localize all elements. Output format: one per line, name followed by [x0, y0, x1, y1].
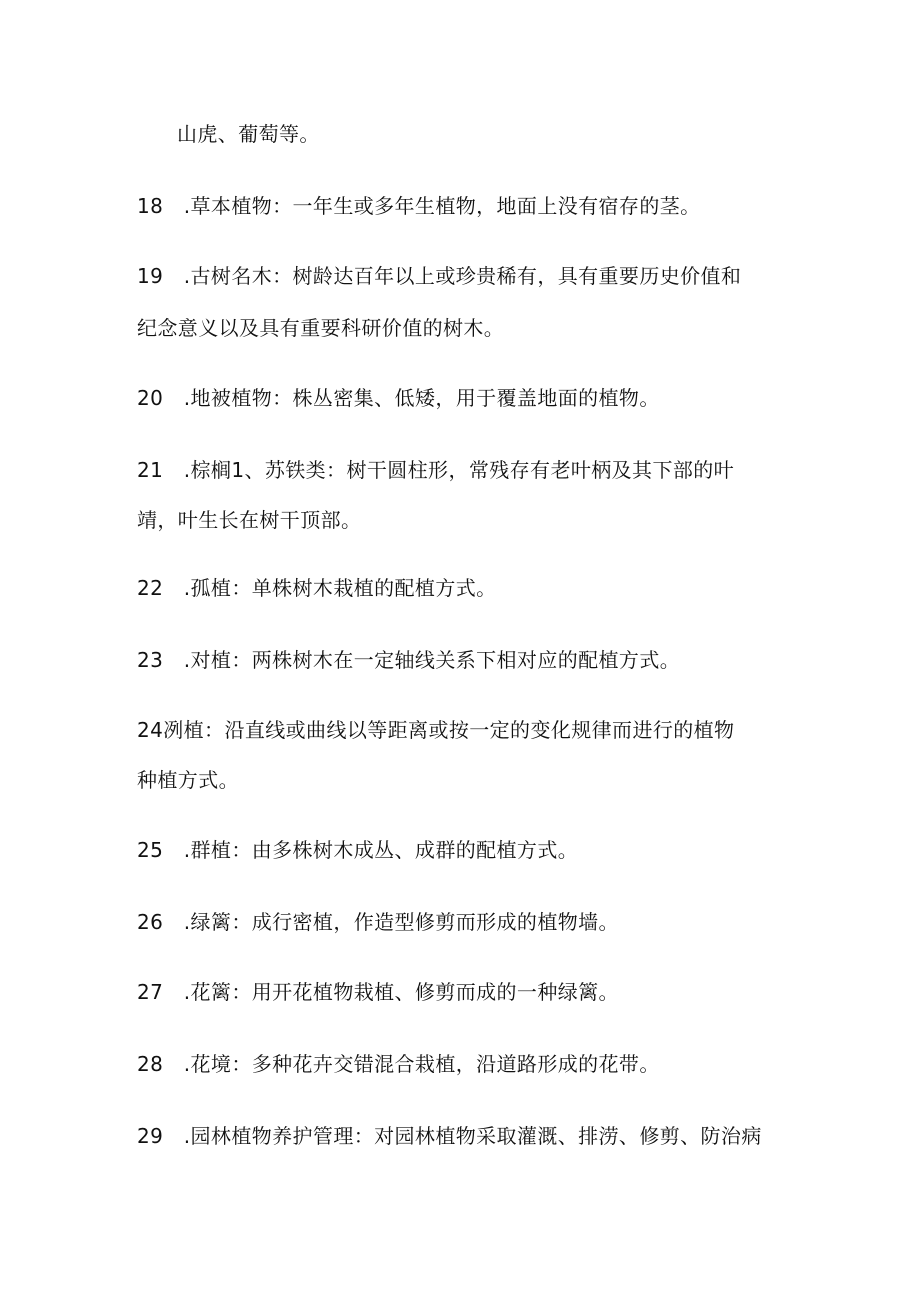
text-line [137, 766, 239, 794]
item-number: 29 [137, 1124, 164, 1148]
line-text: 山虎、葡萄等。 [177, 122, 320, 146]
item-number: 23 [137, 648, 164, 672]
line-text: .群植：由多株树木成丛、成群的配植方式。 [177, 838, 579, 862]
line-text: 种植方式。 [137, 768, 239, 792]
text-line [137, 262, 741, 290]
text-line [137, 120, 320, 148]
text-line [137, 978, 619, 1006]
line-text: .绿篱：成行密植，作造型修剪而形成的植物墙。 [177, 910, 619, 934]
line-text: .对植：两株树木在一定轴线关系下相对应的配植方式。 [177, 648, 681, 672]
text-line [137, 836, 578, 864]
line-text: .孤植：单株树木栽植的配植方式。 [177, 576, 497, 600]
text-line [137, 1122, 762, 1150]
text-line [137, 716, 734, 744]
line-text: .花境：多种花卉交错混合栽植，沿道路形成的花带。 [177, 1052, 660, 1076]
text-line [137, 384, 660, 412]
item-number: 22 [137, 576, 164, 600]
text-line [137, 1050, 660, 1078]
item-number: 21 [137, 458, 164, 482]
text-line [137, 506, 361, 534]
text-line [137, 314, 504, 342]
item-number: 18 [137, 194, 164, 218]
line-text: .花篱：用开花植物栽植、修剪而成的一种绿篱。 [177, 980, 619, 1004]
text-line [137, 456, 734, 484]
item-number: 25 [137, 838, 164, 862]
line-text: 纪念意义以及具有重要科研价值的树木。 [137, 316, 505, 340]
item-number: 27 [137, 980, 164, 1004]
item-number: 19 [137, 264, 164, 288]
text-line [137, 192, 701, 220]
line-text: 24冽植：沿直线或曲线以等距离或按一定的变化规律而进行的植物 [137, 718, 735, 742]
line-text: .地被植物：株丛密集、低矮，用于覆盖地面的植物。 [177, 386, 660, 410]
item-number: 26 [137, 910, 164, 934]
item-number: 28 [137, 1052, 164, 1076]
text-line [137, 908, 619, 936]
line-text: .园林植物养护管理：对园林植物采取灌溉、排涝、修剪、防治病 [177, 1124, 762, 1148]
line-text: 靖，叶生长在树干顶部。 [137, 508, 362, 532]
line-text: .草本植物：一年生或多年生植物，地面上没有宿存的茎。 [177, 194, 701, 218]
text-line [137, 646, 680, 674]
item-number: 20 [137, 386, 164, 410]
line-text: .棕榈1、苏铁类：树干圆柱形，常残存有老叶柄及其下部的叶 [177, 458, 735, 482]
text-line [137, 574, 497, 602]
line-text: .古树名木：树龄达百年以上或珍贵稀有，具有重要历史价值和 [177, 264, 742, 288]
